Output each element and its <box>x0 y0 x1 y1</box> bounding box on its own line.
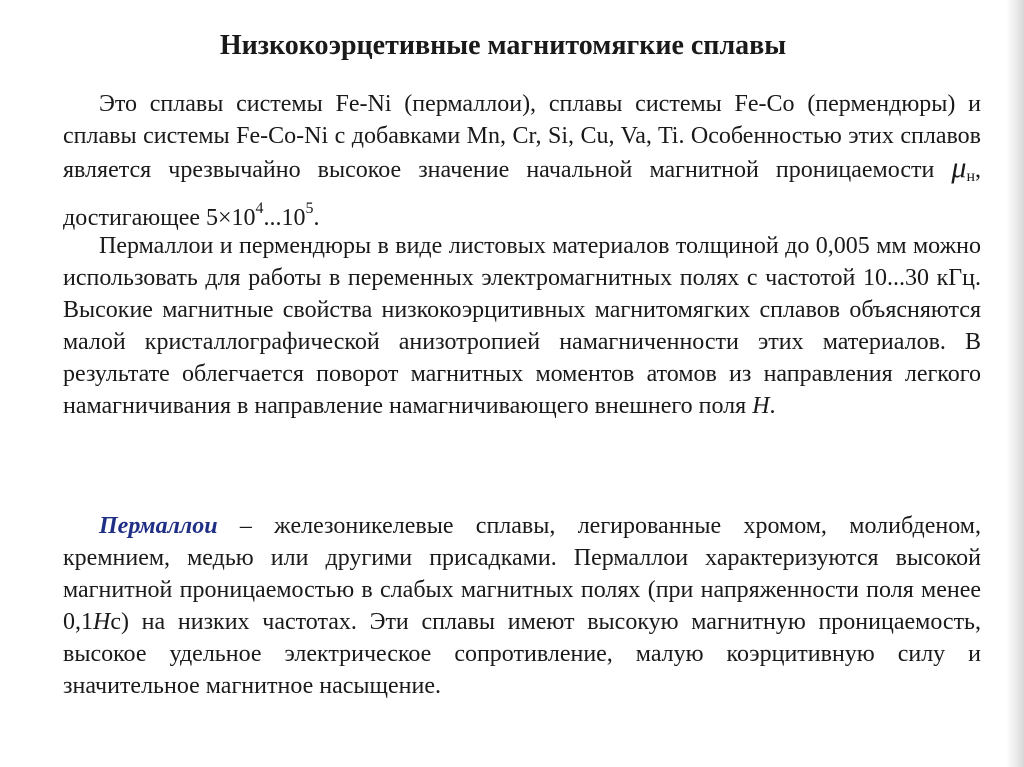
page-edge-shadow <box>1006 0 1024 767</box>
exponent-high: 5 <box>305 200 314 217</box>
paragraph-permalloy <box>63 510 981 702</box>
exponent-low: 4 <box>255 200 264 217</box>
permalloy-text: – железоникелевые сплавы, легированные хромом, молибденом, кремнием, медью или другими присадками. Пермаллои характеризуются высокой магнитной проницаемостью в слабых магнитных полях (при напряженности поля менее 0,1 <box>63 513 981 635</box>
properties-text: Пермаллои и пермендюры в виде листовых материалов толщиной до 0,005 мм можно использовать для работы в переменных электромагнитных полях с частотой 10...30 кГц. Высокие магнитные свойства низкокоэрцитивных магнитомягких сплавов объясняются малой кристаллографической анизотропией намагниченности этих материалов. В результате облегчается поворот магнитных моментов атомов из направления легкого намагничивания в направление намагничивающего внешнего поля <box>63 233 981 419</box>
field-symbol: H <box>752 393 770 419</box>
properties-text-end: . <box>769 393 776 419</box>
permalloy-term: Пермаллои <box>99 513 218 539</box>
intro-text-range: , достигающее 5×10 <box>63 157 981 231</box>
page-title: Низкокоэрцетивные магнитомягкие сплавы <box>219 30 787 61</box>
permalloy-text-end: ) на низких частотах. Эти сплавы имеют высокую магнитную проницаемость, высокое удельное электрическое сопротивление, малую коэрцитивную силу и значительное магнитное насыщение. <box>63 609 981 699</box>
coercivity-symbol: H <box>93 609 111 635</box>
paragraph-properties <box>63 230 981 422</box>
paragraph-intro <box>63 88 981 234</box>
intro-text: Это сплавы системы Fe-Ni (пермаллои), сплавы системы Fe-Co (пермендюры) и сплавы системы Fe-Co-Ni с добавками Mn, Cr, Si, Cu, Va, Ti. Особенностью этих сплавов является чрезвычайно высокое значение начальной магнитной проницаемости <box>63 91 981 183</box>
permeability-symbol: μ <box>951 151 967 184</box>
intro-text-range-end: ...10 <box>263 205 306 231</box>
coercivity-subscript: c <box>110 609 121 635</box>
permeability-subscript: н <box>966 168 975 185</box>
intro-text-period: . <box>313 205 320 231</box>
